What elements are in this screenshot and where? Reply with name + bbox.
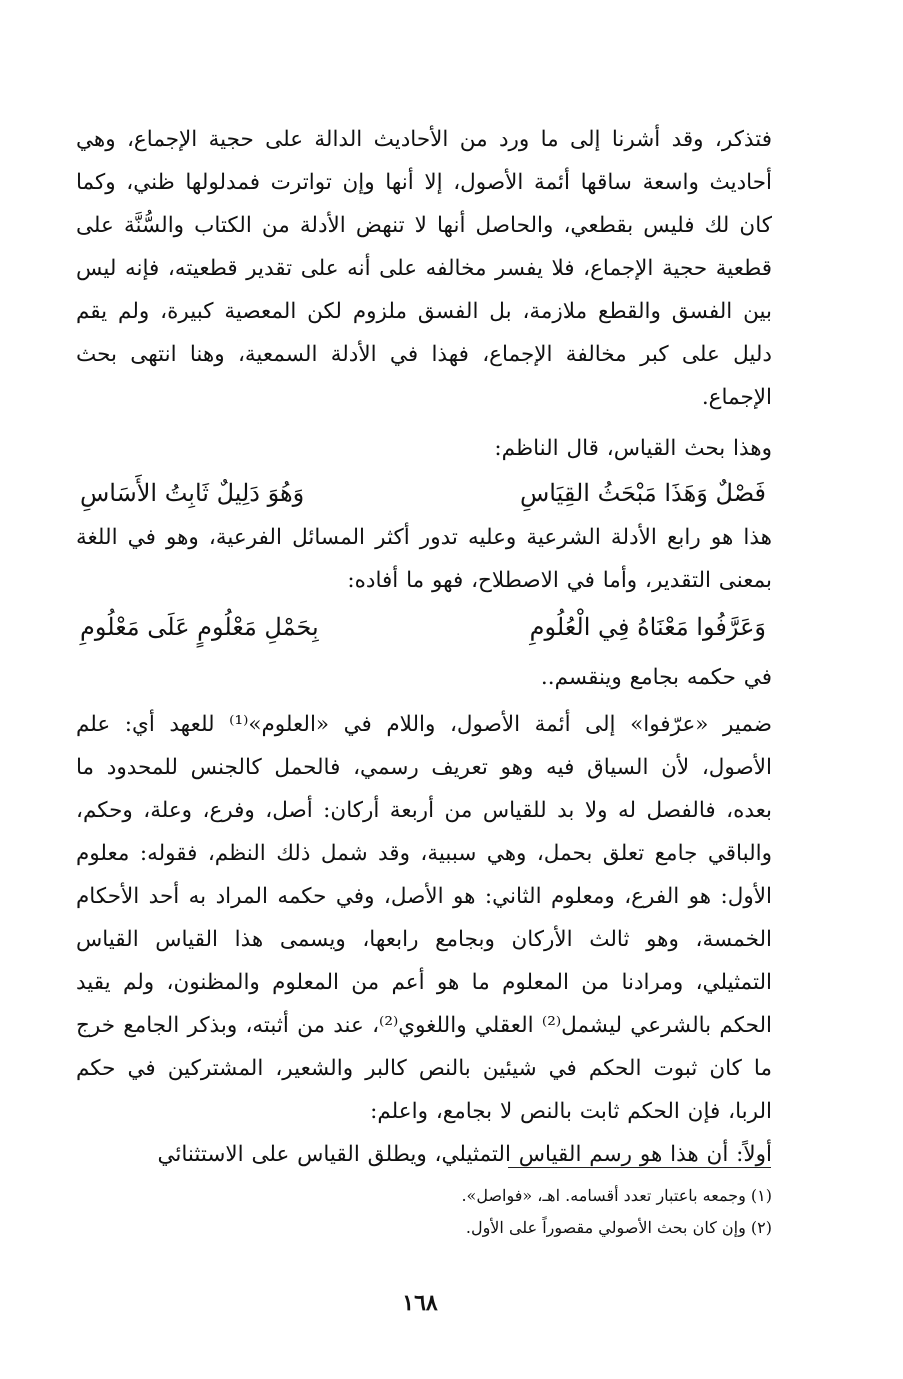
footnote-1: (١) وجمعه باعتبار تعدد أقسامه. اهـ، «فواصل». — [461, 1186, 772, 1205]
footnotes — [380, 1180, 772, 1244]
page-body — [76, 118, 772, 1176]
page-number: ١٦٨ — [402, 1290, 438, 1316]
verse-1-first-hemistich: فَصْلٌ وَهَذَا مَبْحَثُ القِيَاسِ — [520, 479, 766, 507]
verse-2-second-hemistich: بِحَمْلِ مَعْلُومٍ عَلَى مَعْلُومِ — [80, 613, 319, 641]
footnote-2: (٢) وإن كان بحث الأصولي مقصوراً على الأول. — [465, 1218, 772, 1237]
footnote-divider — [508, 1167, 771, 1168]
paragraph-qiyas-definition: هذا هو رابع الأدلة الشرعية وعليه تدور أكثر المسائل الفرعية، وهو في اللغة بمعنى التقدير، وأما في الاصطلاح، فهو ما أفاده: — [76, 525, 772, 593]
verse-1-second-hemistich: وَهُوَ دَلِيلٌ ثَابِتُ الأَسَاسِ — [80, 479, 305, 507]
paragraph-verse-continuation: في حكمه بجامع وينقسم.. — [540, 665, 772, 690]
verse-line-1 — [76, 470, 772, 516]
paragraph-first-point: أولاً: أن هذا هو رسم القياس التمثيلي، ويطلق القياس على الاستثنائي — [157, 1142, 772, 1167]
paragraph-ijma-conclusion: فتذكر، وقد أشرنا إلى ما ورد من الأحاديث الدالة على حجية الإجماع، وهي أحاديث واسعة ساقها أئمة الأصول، إلا أنها وإن تواترت فمدلولها ظني، وكما كان لك فليس بقطعي، والحاصل أنها لا تنهض الأدلة من الكتاب والسُّنَّة على قطعية حجية الإجماع، فلا يفسر مخالفه على أنه على تقدير قطعيته، فإنه ليس بين الفسق والقطع ملازمة، بل الفسق ملزوم لكن المعصية كبيرة، ولم يقم دليل على كبر مخالفة الإجماع، فهذا في الأدلة السمعية، وهنا انتهى بحث الإجماع. — [76, 127, 772, 410]
paragraph-qiyas-intro: وهذا بحث القياس، قال الناظم: — [494, 436, 772, 461]
verse-2-first-hemistich: وَعَرَّفُوا مَعْنَاهُ فِي الْعُلُومِ — [529, 613, 766, 641]
paragraph-commentary: ضمير «عرّفوا» إلى أئمة الأصول، واللام في «العلوم»⁽¹⁾ للعهد أي: علم الأصول، لأن السياق فيه وهو تعريف رسمي، فالحمل كالجنس للمحدود ما بعده، فالفصل له ولا بد للقياس من أربعة أركان: أصل، وفرع، وعلة، وحكم، والباقي جامع تعلق بحمل، وهي سببية، وقد شمل ذلك النظم، فقوله: معلوم الأول: هو الفرع، ومعلوم الثاني: هو الأصل، وفي حكمه المراد به أحد الأحكام الخمسة، وهو ثالث الأركان وبجامع رابعها، ويسمى هذا القياس القياس التمثيلي، ومرادنا من المعلوم ما هو أعم من المعلوم والمظنون، ولم يقيد الحكم بالشرعي ليشمل⁽²⁾ العقلي واللغوي⁽²⁾، عند من أثبته، وبذكر الجامع خرج ما كان ثبوت الحكم في شيئين بالنص كالبر والشعير، المشتركين في حكم الربا، فإن الحكم ثابت بالنص لا بجامع، واعلم: — [76, 712, 772, 1124]
verse-line-2 — [76, 604, 772, 650]
